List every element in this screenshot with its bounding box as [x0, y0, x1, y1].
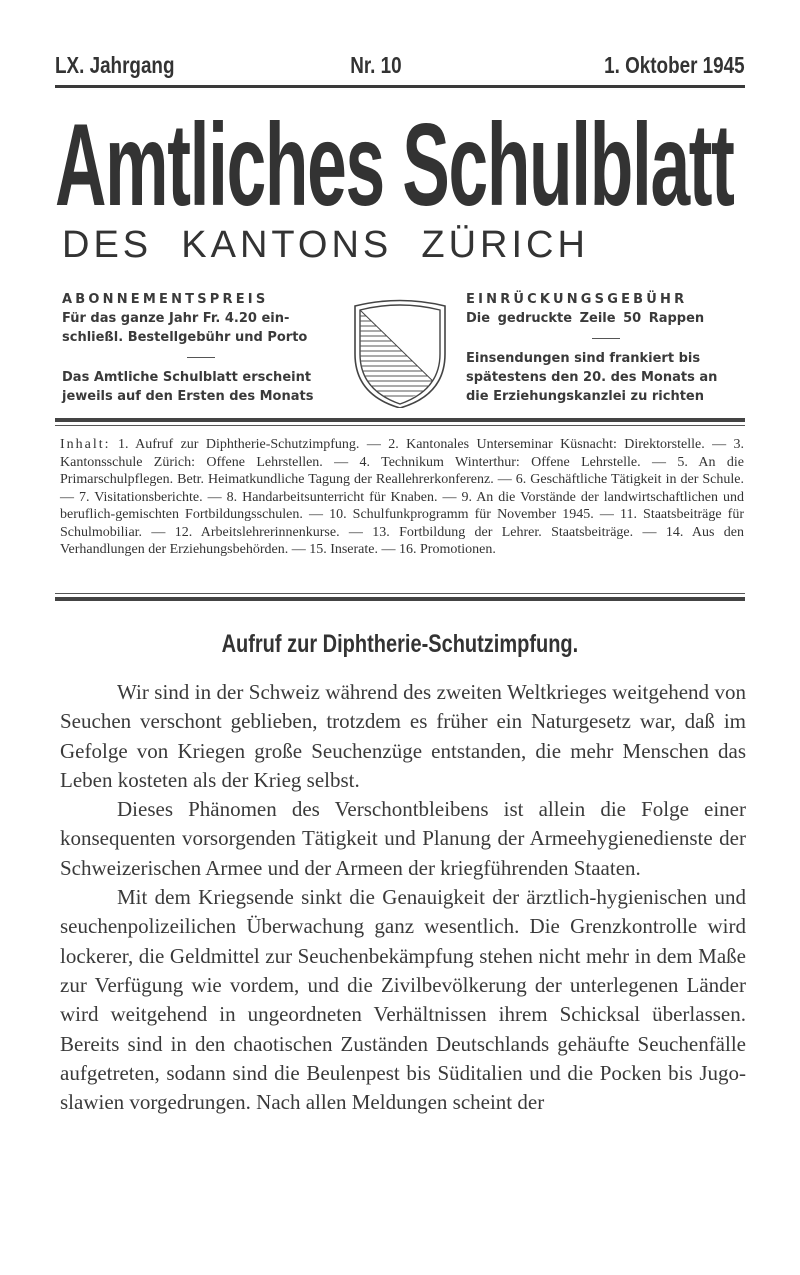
- contents-label: Inhalt:: [60, 437, 111, 452]
- article-body: [60, 678, 746, 1117]
- separator: [592, 338, 620, 339]
- info-line: schließl. Bestellgebühr und Porto: [62, 330, 308, 345]
- divider-rule: [55, 593, 745, 594]
- article-paragraph: Dieses Phänomen des Verschontbleibens ist allein die Folge einer konsequenten vorsorgenden Tätigkeit und Planung der Armeehygienedienste der Schweizerischen Armee und der Armeen der kriegführenden Staaten.: [60, 797, 746, 880]
- divider-rule: [55, 418, 745, 422]
- publication-subtitle: DES KANTONS ZÜRICH: [62, 224, 589, 266]
- advertising-info: [466, 290, 746, 406]
- advertising-heading: EINRÜCKUNGSGEBÜHR: [466, 292, 688, 307]
- info-line: Für das ganze Jahr Fr. 4.20 ein-: [62, 311, 290, 326]
- info-line: jeweils auf den Ersten des Monats: [62, 389, 314, 404]
- subscription-heading: ABONNEMENTSPREIS: [62, 292, 269, 307]
- masthead: [55, 92, 745, 242]
- article-paragraph: Mit dem Kriegsende sinkt die Genauigkeit der ärztlich-hygienischen und seuchenpolizeilichen Überwachung ganz wesentlich. Die Grenzkontrolle wird lockerer, die Geldmittel zur Seuchenbekämpfung stehen nicht mehr in dem Maße zur Verfügung wie vordem, und die Zivilbevölkerung der unterlegenen Länder wird weitgehend in ungeordneten Verhältnissen ihrem Schicksal überlassen. Bereits sind in den chaotischen Zuständen Deutschlands gehäufte Seuchenfälle aufgetreten, sodann sind die Beulenpest bis Süditalien und die Pocken bis Jugoslawien vorgedrungen. Nach allen Meldungen scheint der: [60, 885, 746, 1115]
- info-line: Die gedruckte Zeile 50 Rappen: [466, 311, 705, 326]
- publication-title: Amtliches Schulblatt: [55, 99, 734, 230]
- issue-number: Nr. 10: [350, 52, 402, 78]
- info-line: Einsendungen sind frankiert bis: [466, 351, 701, 366]
- table-of-contents: [60, 436, 744, 559]
- divider-rule: [55, 425, 745, 426]
- issue-meta: [55, 52, 745, 82]
- contents-text: 1. Aufruf zur Diphtherie-Schutzimpfung. — 2. Kantonales Unterseminar Küsnacht: Direktorstelle. — 3. Kantonsschule Zürich: Offene Lehrstellen. — 4. Technikum Winterthur: Offene Lehrstelle. — 5. An die Primarschulpflegen. Betr. Heimatkundliche Tagung der Reallehrerkonferenz. — 6. Geschäftliche Tätigkeit in der Schule. — 7. Visitationsberichte. — 8. Handarbeitsunterricht für Knaben. — 9. An die Vorstände der landwirtschaftlichen und beruflich-gemischten Fortbildungsschulen. — 10. Schulfunkprogramm für November 1945. — 11. Staatsbeiträge für Schulmobiliar. — 12. Arbeitslehrerinnenkurse. — 13. Fortbildung der Lehrer. Staatsbeiträge. — 14. Aus den Verhandlungen der Erziehungsbehörden. — 15. Inserate. — 16. Promotionen.: [60, 437, 745, 557]
- article-title-text: Aufruf zur Diphtherie-Schutzimpfung.: [221, 630, 579, 658]
- volume-label: LX. Jahrgang: [55, 52, 175, 78]
- article-title: [55, 630, 745, 659]
- article-paragraph: Wir sind in der Schweiz während des zweiten Weltkrieges weitgehend von Seuchen verschont geblieben, trotzdem es früher ein Naturgesetz war, daß im Gefolge von Kriegen große Seuchenzüge entstanden, die mehr Menschen das Leben kosteten als der Krieg selbst.: [60, 680, 746, 792]
- issue-date: 1. Oktober 1945: [604, 52, 745, 78]
- divider-rule: [55, 597, 745, 601]
- separator: [187, 357, 215, 358]
- info-line: die Erziehungskanzlei zu richten: [466, 389, 704, 404]
- info-line: Das Amtliche Schulblatt erscheint: [62, 370, 312, 385]
- divider-rule: [55, 85, 745, 88]
- zurich-coat-of-arms-icon: [352, 298, 448, 408]
- subscription-info: [62, 290, 340, 406]
- info-line: spätestens den 20. des Monats an: [466, 370, 718, 385]
